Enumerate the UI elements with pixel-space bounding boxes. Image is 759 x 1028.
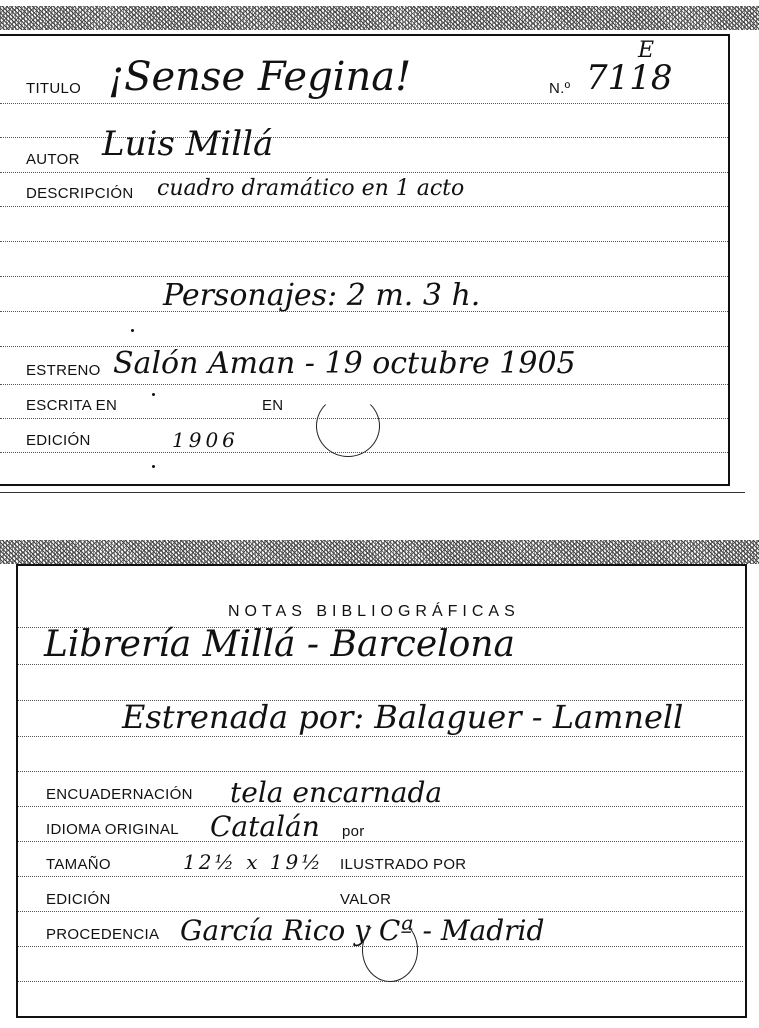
numero-label: N.º xyxy=(549,80,571,97)
idioma-value: Catalán xyxy=(210,810,320,843)
valor-label: VALOR xyxy=(340,891,392,908)
en-label: EN xyxy=(262,397,284,414)
card1-rule xyxy=(0,241,728,242)
numero-suffix: E xyxy=(638,38,655,63)
card1-rule xyxy=(0,206,728,207)
card2-rule xyxy=(18,841,743,842)
edicion-label: EDICIÓN xyxy=(26,432,91,449)
por-label: por xyxy=(342,823,365,840)
encuadernacion-label: ENCUADERNACIÓN xyxy=(46,786,193,803)
procedencia-label: PROCEDENCIA xyxy=(46,926,160,943)
idioma-label: IDIOMA ORIGINAL xyxy=(46,821,179,838)
card2-rule xyxy=(18,876,743,877)
ilustrado-label: ILUSTRADO POR xyxy=(340,856,467,873)
procedencia-value: García Rico y Cª - Madrid xyxy=(180,914,545,947)
ink-dot xyxy=(152,465,155,468)
tamano-value: 12½ x 19½ xyxy=(183,850,324,874)
titulo-label: TITULO xyxy=(26,80,82,97)
card-separator xyxy=(0,492,745,493)
card2-rule xyxy=(18,911,743,912)
notas-title: NOTAS BIBLIOGRÁFICAS xyxy=(228,603,520,620)
card1-rule xyxy=(0,384,728,385)
card2-rule xyxy=(18,771,743,772)
autor-value: Luis Millá xyxy=(102,124,274,164)
stamp-circle xyxy=(316,395,380,457)
card1-rule xyxy=(0,172,728,173)
stamp-circle xyxy=(362,918,418,982)
edicion-value: 1906 xyxy=(172,428,239,452)
card2-rule xyxy=(18,736,743,737)
card1-rule xyxy=(0,103,728,104)
card2-top-edge xyxy=(0,540,759,564)
notas-line-2: Estrenada por: Balaguer - Lamnell xyxy=(122,698,684,736)
encuadernacion-value: tela encarnada xyxy=(230,776,443,809)
estreno-label: ESTRENO xyxy=(26,362,101,379)
ink-dot xyxy=(152,393,155,396)
notas-line-1: Librería Millá - Barcelona xyxy=(44,624,515,665)
personajes-value: Personajes: 2 m. 3 h. xyxy=(163,278,481,313)
edicion2-label: EDICIÓN xyxy=(46,891,111,908)
card1-rule xyxy=(0,276,728,277)
descripcion-value: cuadro dramático en 1 acto xyxy=(157,176,465,201)
escrita-label: ESCRITA EN xyxy=(26,397,118,414)
card2-rule xyxy=(18,981,743,982)
numero-value: 7118 xyxy=(586,58,673,98)
titulo-value: ¡Sense Fegina! xyxy=(108,54,412,100)
descripcion-label: DESCRIPCIÓN xyxy=(26,185,134,202)
ink-dot xyxy=(131,329,134,332)
card1-top-edge xyxy=(0,6,759,30)
autor-label: AUTOR xyxy=(26,151,80,168)
estreno-value: Salón Aman - 19 octubre 1905 xyxy=(113,346,576,381)
tamano-label: TAMAÑO xyxy=(46,856,111,873)
